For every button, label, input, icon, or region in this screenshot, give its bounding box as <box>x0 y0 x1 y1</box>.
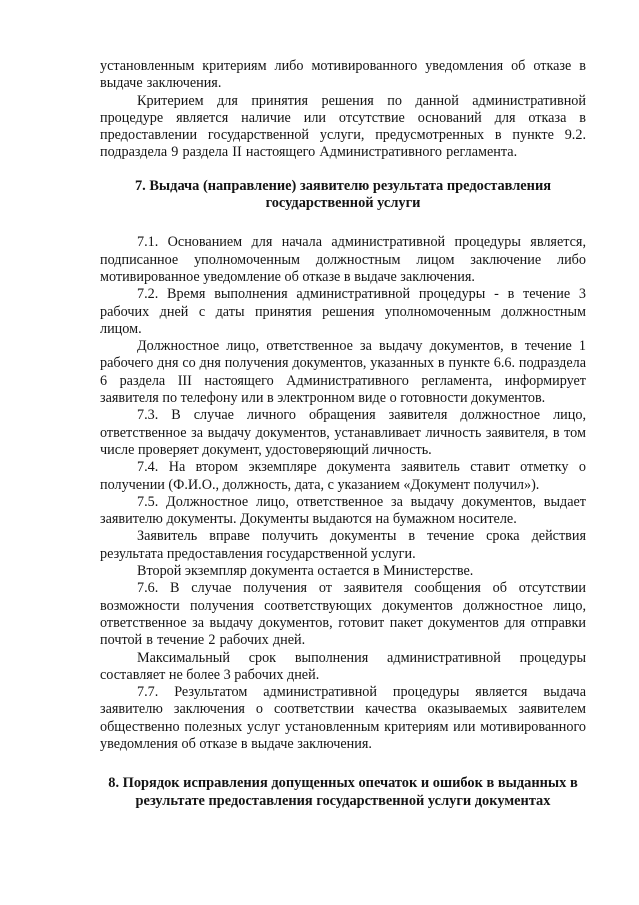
section-7-heading: 7. Выдача (направление) заявителю результата предоставления государственной услуги <box>134 177 552 212</box>
spacer <box>100 212 586 234</box>
spacer <box>100 753 586 775</box>
paragraph-7-4: 7.4. На втором экземпляре документа заявитель ставит отметку о получении (Ф.И.О., должность, дата, с указанием «Документ получил»). <box>100 459 586 493</box>
paragraph-7-5: 7.5. Должностное лицо, ответственное за выдачу документов, выдает заявителю документы. Документы выдаются на бумажном носителе. <box>100 493 586 528</box>
paragraph-7-3: 7.3. В случае личного обращения заявителя должностное лицо, ответственное за выдачу документов, устанавливает личность заявителя, в том числе проверяет документ, удостоверяющий личность. <box>100 407 586 458</box>
paragraph-7-7: 7.7. Результатом административной процедуры является выдача заявителю заключения о соответствии качества оказываемых заявителем общественно полезных услуг установленным критериям или мотивированного уведомления об отказе в выдаче заключения. <box>100 684 586 752</box>
paragraph-second-copy: Второй экземпляр документа остается в Министерстве. <box>137 563 474 580</box>
paragraph-7-6: 7.6. В случае получения от заявителя сообщения об отсутствии возможности получения соответствующих документов должностное лицо, ответственное за выдачу документов, готовит пакет документов для отправки почтой в течение 2 рабочих дней. <box>100 580 586 649</box>
paragraph-max-term: Максимальный срок выполнения административной процедуры составляет не более 3 рабочих дней. <box>100 649 586 683</box>
document-body <box>100 58 586 810</box>
section-8-heading: 8. Порядок исправления допущенных опечаток и ошибок в выданных в результате предоставления государственной услуги документах <box>108 775 578 809</box>
paragraph-7-2: 7.2. Время выполнения административной процедуры - в течение 3 рабочих дней с даты принятия решения уполномоченным должностным лицом. <box>100 286 586 337</box>
paragraph-official-informs: Должностное лицо, ответственное за выдачу документов, в течение 1 рабочего дня со дня получения документов, указанных в пункте 6.6. подраздела 6 раздела III настоящего Административного регламента, информирует заявителя по телефону или в электронном виде о готовности документов. <box>100 338 586 407</box>
paragraph-applicant-right: Заявитель вправе получить документы в течение срока действия результата предоставления государственной услуги. <box>100 528 586 562</box>
intro-paragraph-criterion: Критерием для принятия решения по данной административной процедуре является наличие или отсутствие оснований для отказа в предоставлении государственной услуги, предусмотренных в пункте 9.2. подраздела 9 раздела II настоящего Административного регламента. <box>100 92 586 161</box>
spacer <box>100 162 586 178</box>
intro-paragraph-continuation: установленным критериям либо мотивированного уведомления об отказе в выдаче заключения. <box>100 58 586 92</box>
paragraph-7-1: 7.1. Основанием для начала административной процедуры является, подписанное уполномоченным должностным лицом заключение либо мотивированное уведомление об отказе в выдаче заключения. <box>100 234 586 285</box>
